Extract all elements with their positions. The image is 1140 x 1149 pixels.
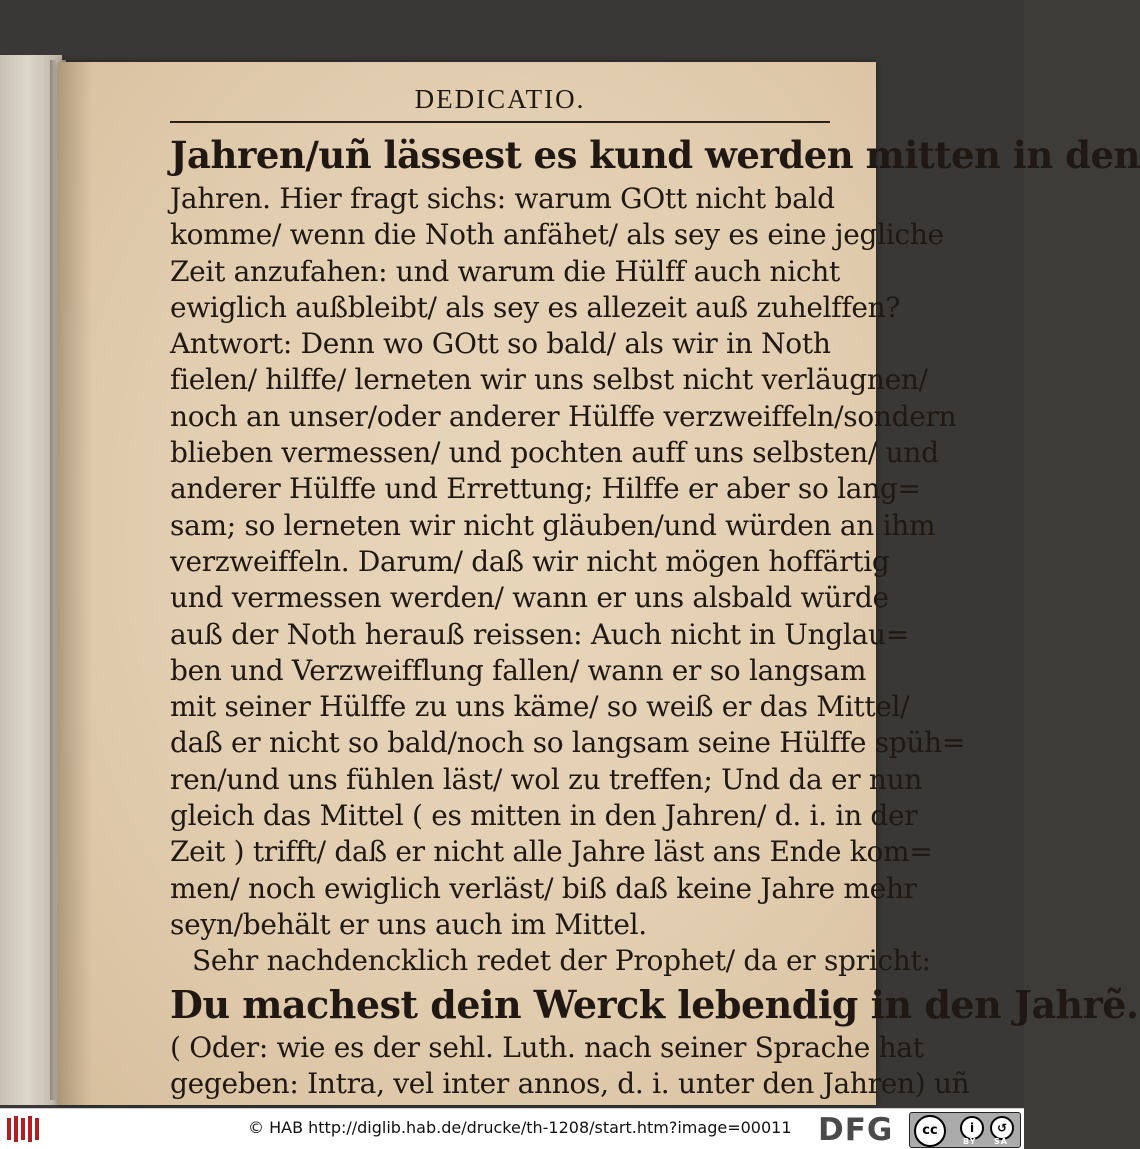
text-line: Antwort: Denn wo GOtt so bald/ als wir in Noth (170, 327, 831, 361)
text-line: auß der Noth herauß reissen: Auch nicht in Unglau= (170, 617, 909, 651)
text-line: gegeben: Intra, vel inter annos, d. i. unter den Jahren) uñ (170, 1066, 970, 1100)
running-head: DEDICATIO. (414, 84, 586, 114)
text-line: ben und Verzweifflung fallen/ wann er so langsam (170, 653, 867, 687)
dfg-logo: DFG (818, 1112, 894, 1148)
text-line: und vermessen werden/ wann er uns alsbald würde (170, 581, 889, 615)
text-line: Jahren. Hier fragt sichs: warum GOtt nicht bald (170, 182, 835, 215)
cc-sa-label: SA (994, 1137, 1008, 1146)
text-line: daß er nicht so bald/noch so langsam seine Hülffe spüh= (170, 726, 966, 760)
scripture-quote: Du machest dein Werck lebendig in den Jahrẽ. (170, 981, 1139, 1027)
text-line: blieben vermessen/ und pochten auff uns selbsten/ und (170, 436, 939, 470)
text-line: ( Oder: wie es der sehl. Luth. nach seiner Sprache hat (170, 1030, 924, 1064)
lead-line: Jahren/uñ lässest es kund werden mitten in den (170, 133, 1140, 177)
text-line: ren/und uns fühlen läst/ wol zu treffen; Und da er nun (170, 762, 923, 796)
text-line: fielen/ hilffe/ lerneten wir uns selbst nicht verläugnen/ (170, 363, 928, 397)
head-rule (170, 121, 830, 123)
book-page (58, 62, 1140, 1105)
body-paragraph-1 (170, 181, 966, 943)
text-line: komme/ wenn die Noth anfähet/ als sey es eine jegliche (170, 218, 944, 252)
text-line: verzweiffeln. Darum/ daß wir nicht mögen hoffärtig (170, 544, 890, 578)
text-line: seyn/behält er uns auch im Mittel. (170, 907, 647, 941)
text-line: noch an unser/oder anderer Hülffe verzweiffeln/sondern (170, 399, 957, 433)
text-line: anderer Hülffe und Errettung; Hilffe er aber so lang= (170, 472, 921, 506)
text-line: ewiglich außbleibt/ als sey es allezeit auß zuhelffen? (170, 290, 901, 324)
paragraph-2-line: Sehr nachdencklich redet der Prophet/ da er spricht: (192, 944, 931, 978)
text-line: Zeit anzufahen: und warum die Hülff auch nicht (170, 254, 840, 288)
text-line: sam; so lerneten wir nicht gläuben/und würden an ihm (170, 508, 936, 542)
cc-license-icon: cc (914, 1115, 946, 1147)
copyright-link[interactable]: © HAB http://diglib.hab.de/drucke/th-1208/start.htm?image=00011 (248, 1118, 792, 1137)
page-gutter-shadow (58, 62, 92, 1105)
cc-sa-icon: ↺ (990, 1116, 1014, 1140)
cc-by-label: BY (963, 1137, 977, 1146)
page-text-block (170, 84, 1140, 1100)
text-line: mit seiner Hülffe zu uns käme/ so weiß er das Mittel/ (170, 690, 910, 724)
text-line: Zeit ) trifft/ daß er nicht alle Jahre läst ans Ende kom= (170, 835, 933, 869)
text-line: men/ noch ewiglich verläst/ biß daß keine Jahre mehr (170, 871, 917, 905)
cc-license-badge[interactable] (909, 1112, 1021, 1148)
viewer-footer (0, 1108, 1024, 1149)
text-line: gleich das Mittel ( es mitten in den Jahren/ d. i. in der (170, 799, 918, 833)
cc-by-icon: i (960, 1116, 984, 1140)
hab-library-icon (5, 1114, 41, 1144)
